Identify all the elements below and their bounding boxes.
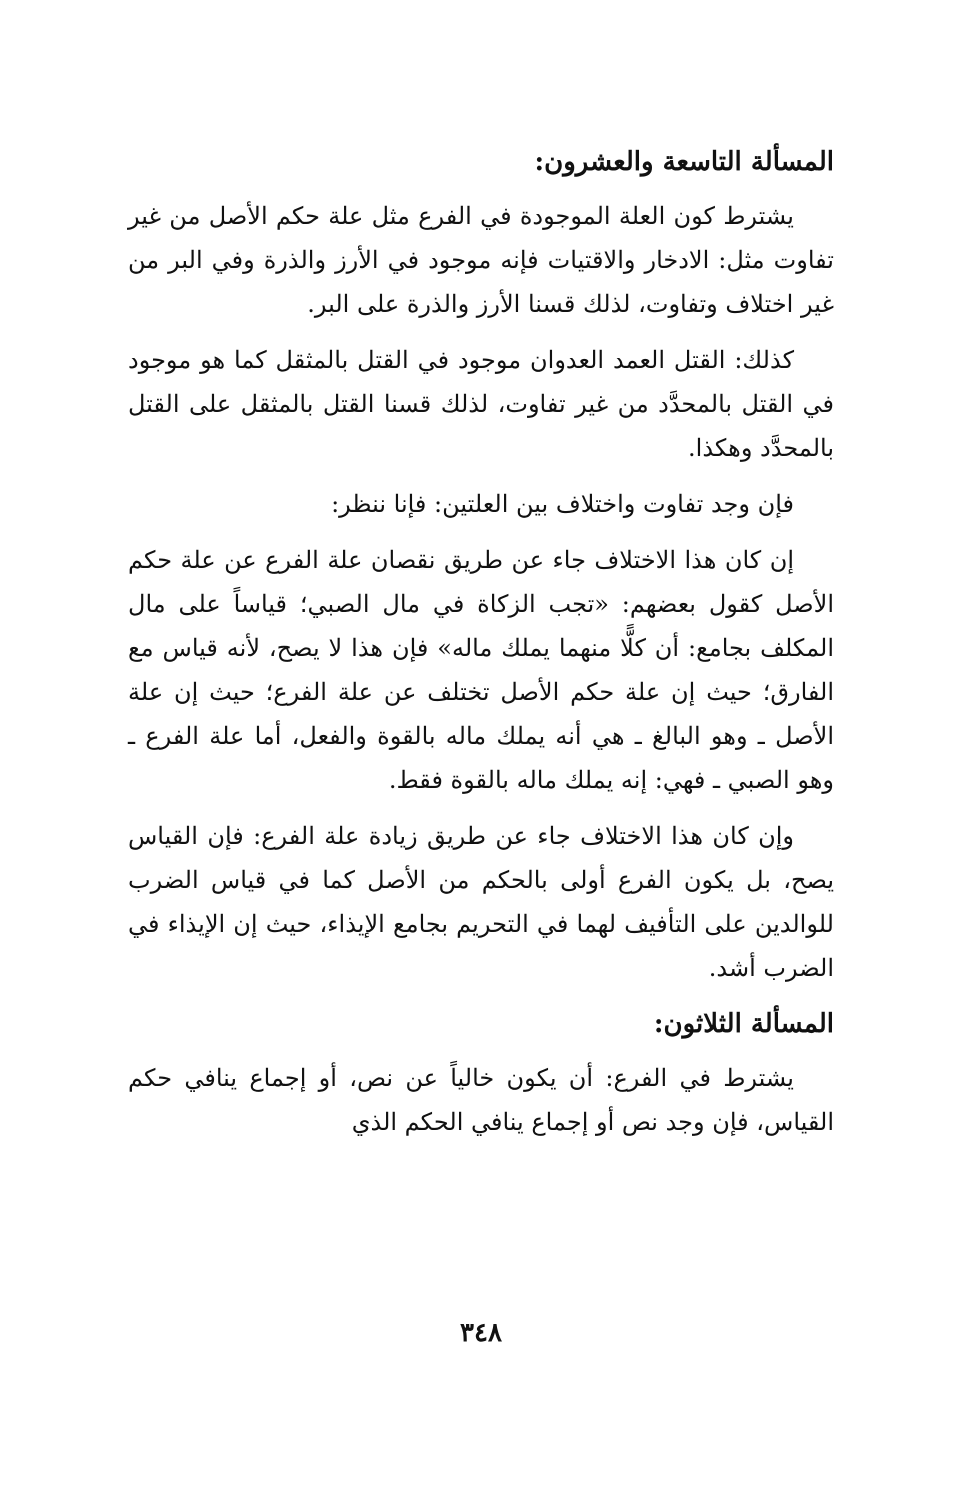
- page-body: [128, 128, 834, 1156]
- paragraph-29-2: كذلك: القتل العمد العدوان موجود في القتل بالمثقل كما هو موجود في القتل بالمحدَّد من غير تفاوت، لذلك قسنا القتل بالمثقل على القتل بالمحدَّد وهكذا.: [128, 346, 834, 462]
- paragraph-29-3: فإن وجد تفاوت واختلاف بين العلتين: فإنا ننظر:: [331, 490, 794, 518]
- paragraph-29-5: وإن كان هذا الاختلاف جاء عن طريق زيادة علة الفرع: فإن القياس يصح، بل يكون الفرع أولى بالحكم من الأصل كما في قياس الضرب للوالدين على التأفيف لهما في التحريم بجامع الإيذاء، حيث إن الإيذاء في الضرب أشد.: [128, 822, 834, 982]
- paragraph-29-1: يشترط كون العلة الموجودة في الفرع مثل علة حكم الأصل من غير تفاوت مثل: الادخار والاقتيات فإنه موجود في الأرز والذرة وفي البر من غير اختلاف وتفاوت، لذلك قسنا الأرز والذرة على البر.: [128, 202, 834, 318]
- paragraph-29-4: إن كان هذا الاختلاف جاء عن طريق نقصان علة الفرع عن علة حكم الأصل كقول بعضهم: «تجب الزكاة في مال الصبي؛ قياساً على مال المكلف بجامع: أن كلًّا منهما يملك ماله» فإن هذا لا يصح، لأنه قياس مع الفارق؛ حيث إن علة حكم الأصل تختلف عن علة الفرع؛ حيث إن علة الأصل ـ وهو البالغ ـ هي أنه يملك ماله بالقوة والفعل، أما علة الفرع ـ وهو الصبي ـ فهي: إنه يملك ماله بالقوة فقط.: [128, 546, 834, 794]
- section-heading-30: المسألة الثلاثون:: [653, 1009, 834, 1039]
- page-number: ٣٤٨: [460, 1318, 502, 1348]
- paragraph-30-1: يشترط في الفرع: أن يكون خالياً عن نص، أو إجماع ينافي حكم القياس، فإن وجد نص أو إجماع ينافي الحكم الذي: [128, 1064, 834, 1136]
- section-heading-29: المسألة التاسعة والعشرون:: [534, 147, 834, 177]
